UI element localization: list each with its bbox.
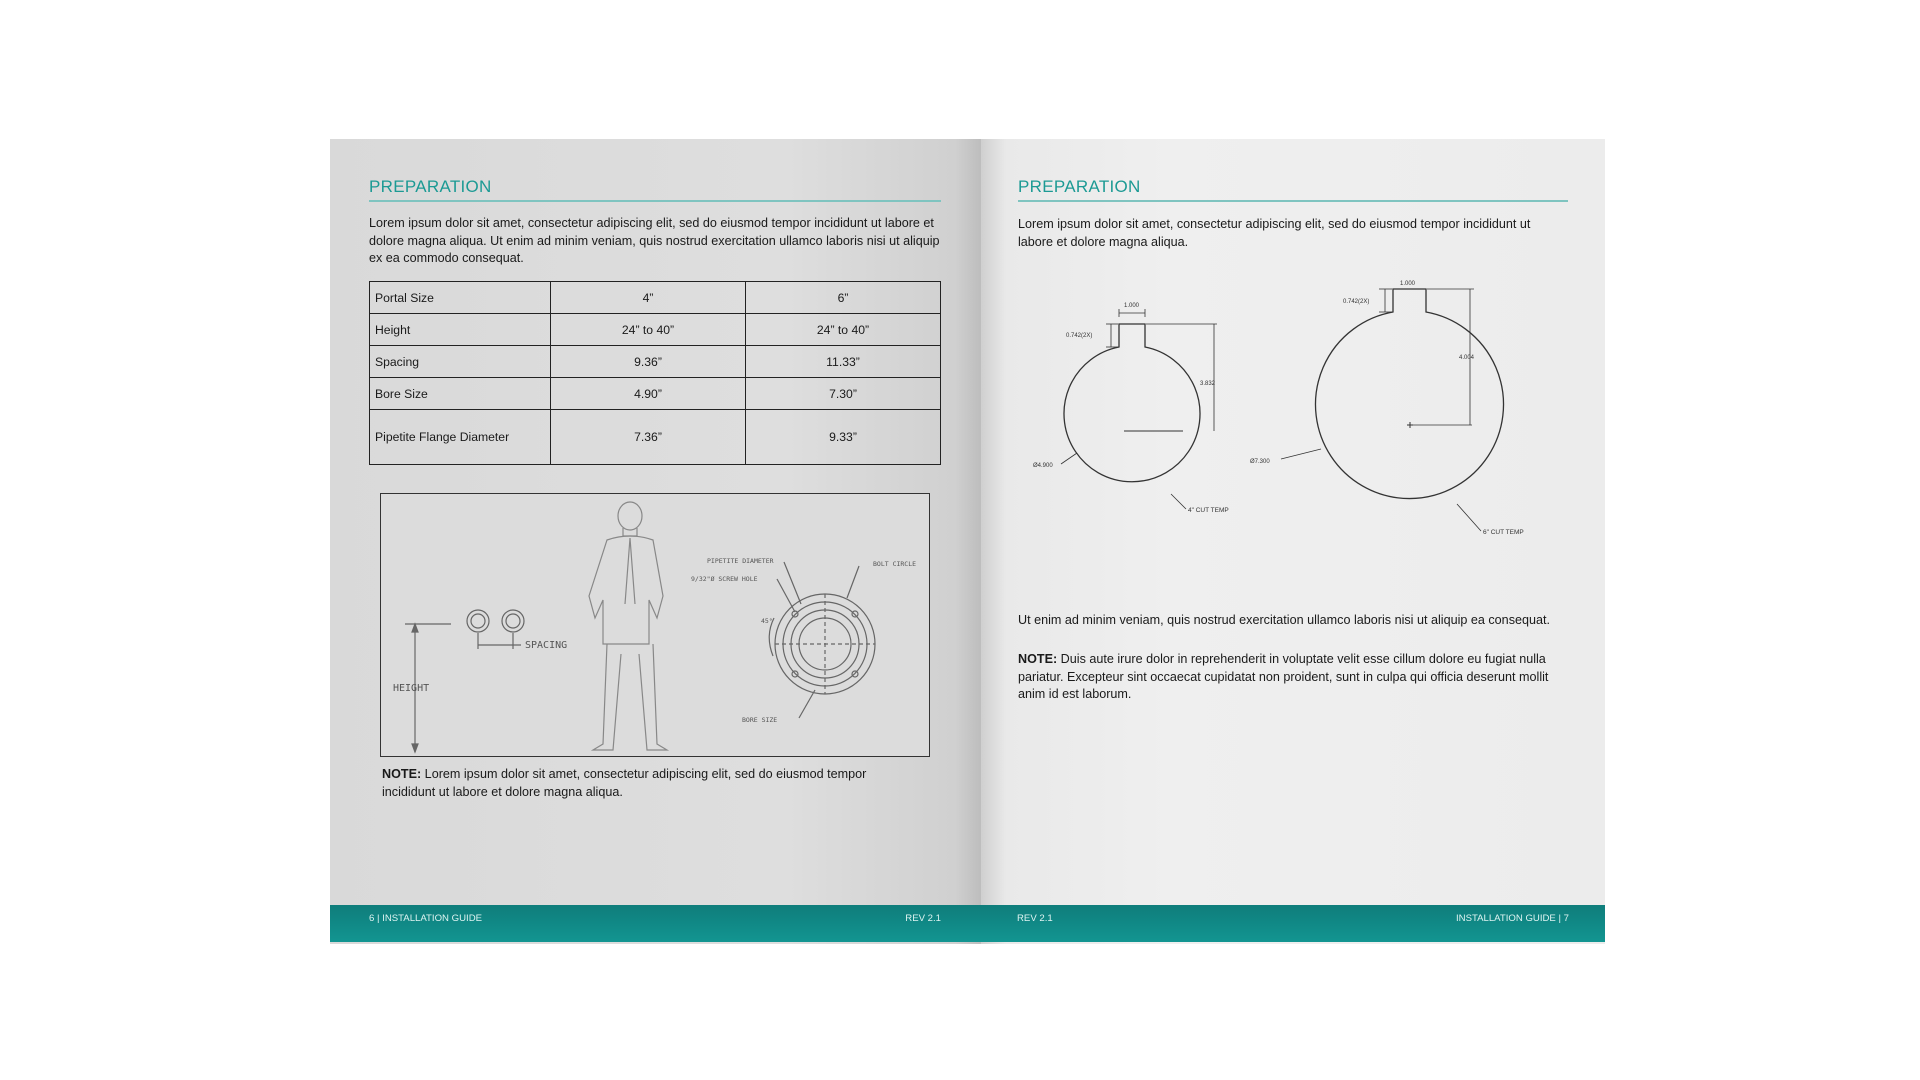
table-row [370, 282, 941, 314]
cell-4in: 4.90” [551, 378, 746, 410]
note-paragraph [382, 766, 922, 801]
page-title: PREPARATION [1018, 177, 1141, 196]
leader-line [1171, 494, 1186, 509]
cut6-diameter: Ø7.300 [1250, 459, 1270, 465]
cell-6in: 24” to 40” [746, 314, 941, 346]
cut4-notch-depth: 0.742(2X) [1066, 333, 1093, 339]
cut4-diameter: Ø4.900 [1033, 463, 1053, 469]
row-label: Portal Size [370, 282, 551, 314]
row-label: Bore Size [370, 378, 551, 410]
cut4-radius: 3.832 [1200, 381, 1216, 387]
table-row [370, 314, 941, 346]
leader-line [1457, 504, 1481, 531]
cut6-radius: 4.004 [1459, 355, 1475, 361]
note-text: Duis aute irure dolor in reprehenderit in voluptate velit esse cillum dolore eu fugiat nulla pariatur. Excepteur sint occaecat cupidatat non proident, sunt in culpa qui officia deserunt mollit anim id est laborum. [1018, 652, 1549, 701]
portal-inner-circle [471, 614, 485, 628]
footer-page-number: INSTALLATION GUIDE | 7 [1455, 913, 1569, 924]
note-paragraph [1018, 651, 1568, 704]
footer-page-number: 6 | INSTALLATION GUIDE [369, 913, 483, 924]
pipetite-diameter-label: PIPETITE DIAMETER [707, 557, 774, 565]
arrow-up-icon [412, 624, 418, 632]
page-footer [981, 905, 1605, 942]
cut-template-drawing [981, 281, 1605, 589]
title-rule [369, 200, 941, 202]
cut6-notch-depth: 0.742(2X) [1343, 299, 1370, 305]
cut4-notch-dim: 1.000 [1124, 303, 1140, 309]
note-label: NOTE: [382, 767, 422, 781]
row-label: Spacing [370, 346, 551, 378]
left-page [330, 139, 981, 944]
body-paragraph: Ut enim ad minim veniam, quis nostrud exercitation ullamco laboris nisi ut aliquip ea consequat. [1018, 613, 1550, 627]
cut-4in-outline [1064, 324, 1200, 482]
portal-inner-circle [506, 614, 520, 628]
cell-6in: 6” [746, 282, 941, 314]
bolt-circle-label: BOLT CIRCLE [873, 560, 917, 568]
cut4-label: 4" CUT TEMP [1188, 507, 1229, 514]
intro-paragraph: Lorem ipsum dolor sit amet, consectetur adipiscing elit, sed do eiusmod tempor incididunt ut labore et dolore magna aliqua. [1018, 217, 1531, 249]
table-row [370, 346, 941, 378]
cut-templates [981, 281, 1605, 589]
cell-4in: 4” [551, 282, 746, 314]
installation-diagram [380, 493, 930, 757]
footer-revision: REV 2.1 [1017, 913, 1053, 924]
portal-circle [502, 610, 524, 632]
intro-paragraph: Lorem ipsum dolor sit amet, consectetur adipiscing elit, sed do eiusmod tempor incididunt ut labore et dolore magna aliqua. Ut enim ad minim veniam, quis nostrud exercitation ullamco laboris nisi ut aliquip ex ea commodo consequat. [369, 216, 940, 265]
cell-4in: 9.36” [551, 346, 746, 378]
cut6-notch-dim: 1.000 [1400, 281, 1416, 287]
table-row [370, 378, 941, 410]
cut6-label: 6" CUT TEMP [1483, 529, 1524, 536]
cell-6in: 11.33” [746, 346, 941, 378]
page-title: PREPARATION [369, 177, 492, 196]
person-silhouette-icon [589, 502, 667, 750]
right-page [981, 139, 1605, 944]
arrow-down-icon [412, 744, 418, 752]
cut-6in-outline [1316, 289, 1504, 499]
screw-hole-label: 9/32"Ø SCREW HOLE [691, 575, 758, 583]
flange-drawing-icon [769, 562, 875, 718]
spacing-label: SPACING [525, 640, 568, 651]
cell-6in: 9.33” [746, 410, 941, 465]
angle-label: 45° [761, 617, 773, 625]
title-rule [1018, 200, 1568, 202]
note-label: NOTE: [1018, 652, 1058, 666]
footer-revision: REV 2.1 [905, 913, 941, 924]
leader-line [1061, 453, 1077, 464]
installation-drawing [381, 494, 929, 756]
cell-6in: 7.30” [746, 378, 941, 410]
table-row [370, 410, 941, 465]
row-label: Height [370, 314, 551, 346]
portal-circle [467, 610, 489, 632]
leader-line [1281, 449, 1321, 459]
cell-4in: 7.36” [551, 410, 746, 465]
note-text: Lorem ipsum dolor sit amet, consectetur adipiscing elit, sed do eiusmod tempor incididunt ut labore et dolore magna aliqua. [382, 767, 867, 799]
spec-table [369, 281, 941, 465]
row-label: Pipetite Flange Diameter [370, 410, 551, 465]
cell-4in: 24” to 40” [551, 314, 746, 346]
page-footer [330, 905, 981, 942]
height-label: HEIGHT [393, 683, 430, 694]
bore-size-label: BORE SIZE [742, 716, 778, 724]
